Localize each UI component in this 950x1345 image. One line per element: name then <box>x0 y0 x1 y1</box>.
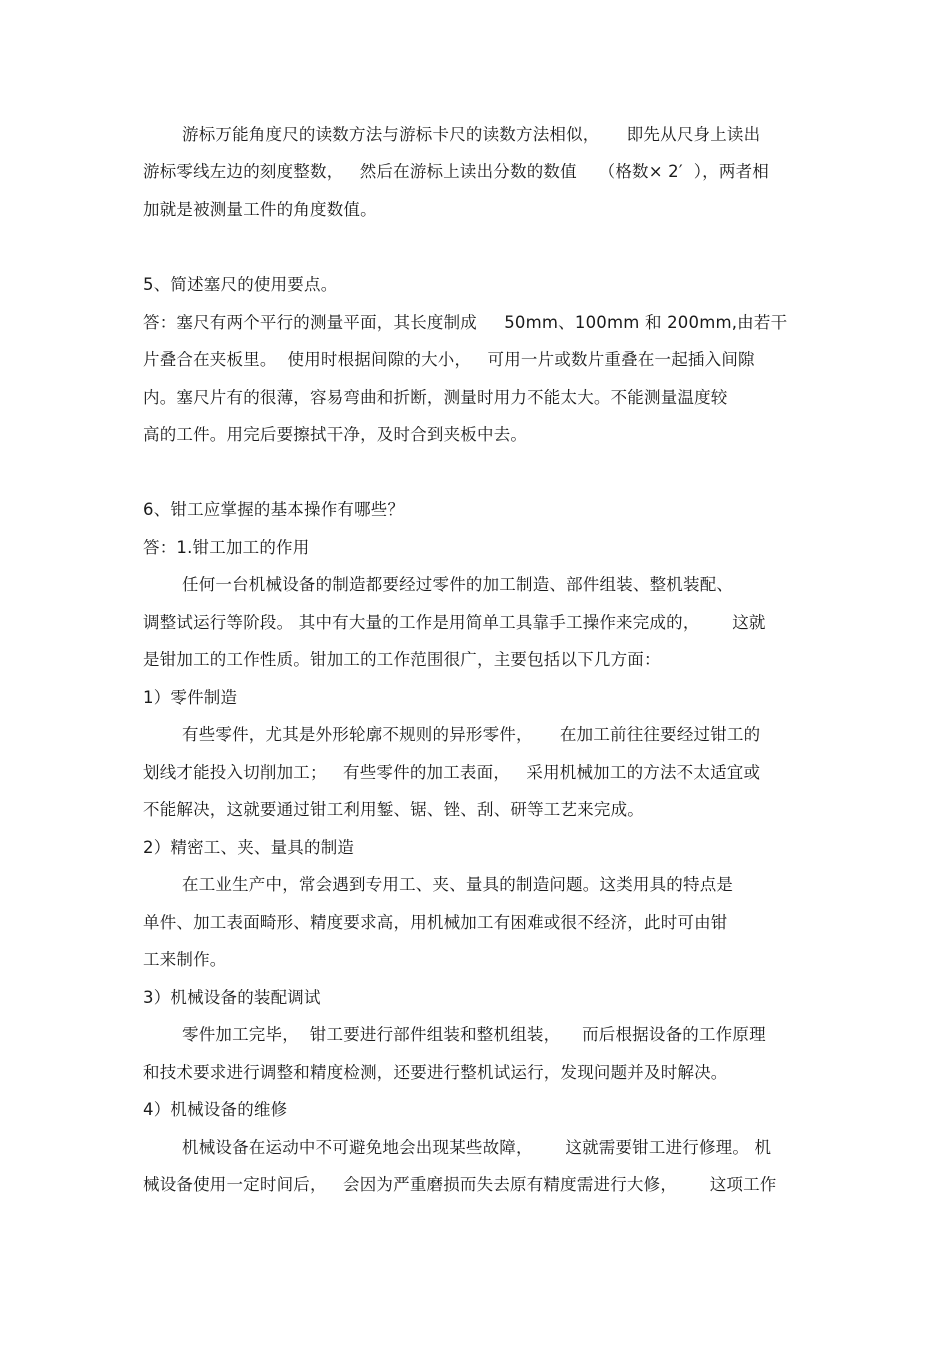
paragraph-line: 是钳加工的工作性质。钳加工的工作范围很广，主要包括以下几方面： <box>143 650 661 669</box>
paragraph-line: 在工业生产中，常会遇到专用工、夹、量具的制造问题。这类用具的特点是 <box>182 875 734 894</box>
paragraph-line: 调整试运行等阶段。 其中有大量的工作是用简单工具靠手工操作来完成的， 这就 <box>143 613 766 632</box>
paragraph-line: 划线才能投入切削加工； 有些零件的加工表面， 采用机械加工的方法不太适宜或 <box>143 763 761 782</box>
answer-line: 片叠合在夹板里。 使用时根据间隙的大小， 可用一片或数片重叠在一起插入间隙 <box>143 350 755 369</box>
paragraph-line: 工来制作。 <box>143 950 227 969</box>
paragraph-line: 游标万能角度尺的读数方法与游标卡尺的读数方法相似， 即先从尺身上读出 <box>182 125 761 144</box>
item-3-title: 3）机械设备的装配调试 <box>143 988 321 1007</box>
paragraph-line: 零件加工完毕， 钳工要进行部件组装和整机组装， 而后根据设备的工作原理 <box>182 1025 766 1044</box>
answer-intro: 答：1.钳工加工的作用 <box>143 538 310 557</box>
paragraph-line: 不能解决，这就要通过钳工利用錾、锯、锉、刮、研等工艺来完成。 <box>143 800 644 819</box>
answer-line: 答：塞尺有两个平行的测量平面，其长度制成 50mm、100mm 和 200mm,由若干 <box>143 313 788 332</box>
paragraph-line: 机械设备在运动中不可避免地会出现某些故障， 这就需要钳工进行修理。 机 <box>182 1138 772 1157</box>
item-1-title: 1）零件制造 <box>143 688 238 707</box>
paragraph-line: 械设备使用一定时间后， 会因为严重磨损而失去原有精度需进行大修， 这项工作 <box>143 1175 777 1194</box>
paragraph-line: 有些零件，尤其是外形轮廓不规则的异形零件， 在加工前往往要经过钳工的 <box>182 725 761 744</box>
question-5-title: 5、简述塞尺的使用要点。 <box>143 275 338 294</box>
answer-line: 内。塞尺片有的很薄，容易弯曲和折断，测量时用力不能太大。不能测量温度较 <box>143 388 728 407</box>
paragraph-line: 和技术要求进行调整和精度检测，还要进行整机试运行，发现问题并及时解决。 <box>143 1063 728 1082</box>
item-4-title: 4）机械设备的维修 <box>143 1100 288 1119</box>
paragraph-line: 游标零线左边的刻度整数， 然后在游标上读出分数的数值 （格数× 2′ ），两者相 <box>143 162 769 181</box>
paragraph-line: 任何一台机械设备的制造都要经过零件的加工制造、部件组装、整机装配、 <box>182 575 734 594</box>
question-6-title: 6、钳工应掌握的基本操作有哪些？ <box>143 500 405 519</box>
paragraph-line: 加就是被测量工件的角度数值。 <box>143 200 377 219</box>
item-2-title: 2）精密工、夹、量具的制造 <box>143 838 355 857</box>
answer-line: 高的工件。用完后要擦拭干净，及时合到夹板中去。 <box>143 425 528 444</box>
paragraph-line: 单件、加工表面畸形、精度要求高，用机械加工有困难或很不经济，此时可由钳 <box>143 913 728 932</box>
